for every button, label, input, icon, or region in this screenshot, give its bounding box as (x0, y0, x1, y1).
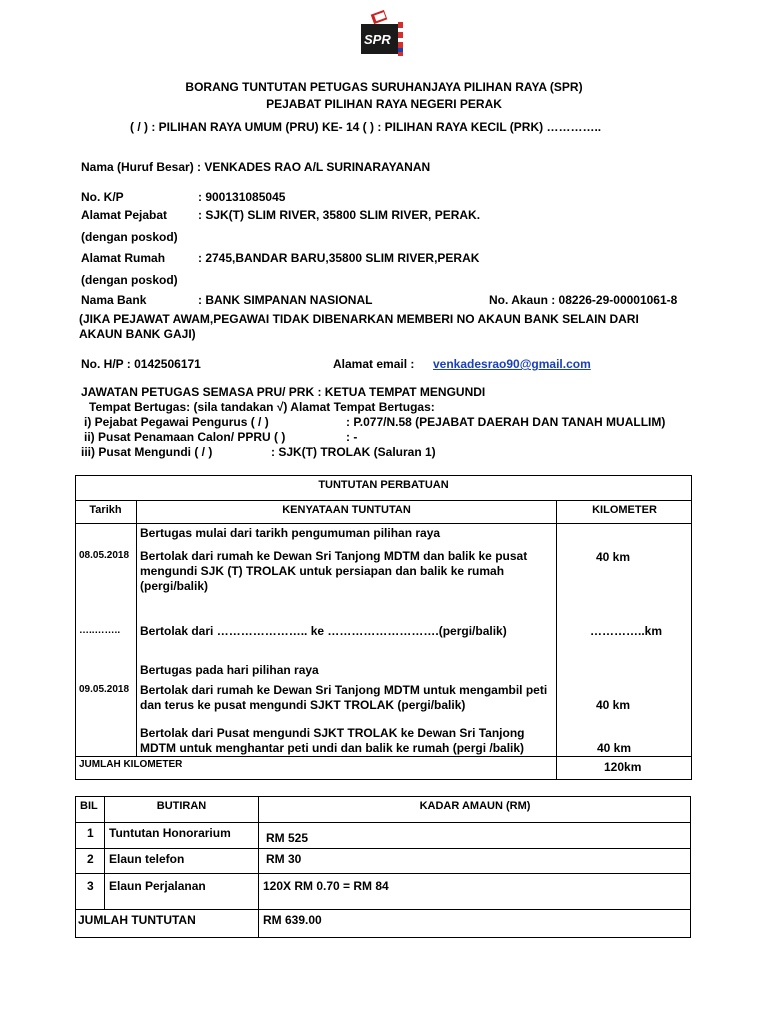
hp-value: No. H/P : 0142506171 (81, 357, 201, 371)
row3-desc2: Bertolak dari Pusat mengundi SJKT TROLAK ke Dewan Sri Tanjong MDTM untuk menghantar peti undi dan balik ke rumah (pergi /balik) (140, 726, 525, 755)
col-tarikh: Tarikh (89, 504, 122, 516)
option-iii-value: : SJK(T) TROLAK (Saluran 1) (271, 445, 436, 459)
akaun-value: No. Akaun : 08226-29-00001061-8 (489, 293, 678, 307)
jumlah-km-label: JUMLAH KILOMETER (79, 759, 183, 770)
row1-date: 08.05.2018 (79, 550, 130, 561)
jawatan-title: JAWATAN PETUGAS SEMASA PRU/ PRK : KETUA TEMPAT MENGUNDI (81, 385, 486, 399)
col-butiran: BUTIRAN (156, 800, 207, 812)
tempat-bertugas-label: Tempat Bertugas: (sila tandakan √) Alamat Tempat Bertugas: (89, 400, 435, 414)
form-title: BORANG TUNTUTAN PETUGAS SURUHANJAYA PILIHAN RAYA (SPR) (185, 80, 583, 94)
jumlah-tuntutan-label: JUMLAH TUNTUTAN (78, 913, 196, 927)
row3-km2: 40 km (597, 741, 632, 755)
row-bil: 1 (87, 826, 94, 840)
option-ii-label: ii) Pusat Penamaan Calon/ PPRU ( ) (84, 430, 286, 444)
bank-label: Nama Bank (81, 293, 147, 307)
row2-date: …..…….. (79, 625, 121, 636)
email-label: Alamat email : (333, 357, 415, 371)
jumlah-km-value: 120km (604, 760, 642, 774)
col-kilometer: KILOMETER (592, 504, 657, 516)
row-amaun: 120X RM 0.70 = RM 84 (263, 879, 389, 893)
row3-desc1: Bertolak dari rumah ke Dewan Sri Tanjong MDTM untuk mengambil peti dan terus ke pusat mengundi SJKT TROLAK (pergi/balik) (140, 683, 548, 712)
option-i-label: i) Pejabat Pegawai Pengurus ( / ) (84, 415, 269, 429)
row-bil: 2 (87, 852, 94, 866)
row2-desc: Bertolak dari ………………….. ke ……………………….(pergi/balik) (140, 624, 507, 638)
row-butiran: Elaun Perjalanan (109, 879, 206, 893)
poskod-note-2: (dengan poskod) (81, 273, 178, 287)
row1-desc: Bertolak dari rumah ke Dewan Sri Tanjong MDTM dan balik ke pusat mengundi SJK (T) TROLAK untuk persiapan dan balik ke rumah (pergi/balik) (140, 549, 528, 593)
kp-label: No. K/P (81, 190, 124, 204)
office-title: PEJABAT PILIHAN RAYA NEGERI PERAK (266, 97, 502, 111)
row3-date: 09.05.2018 (79, 684, 130, 695)
row-amaun: RM 30 (266, 852, 302, 866)
nama-field: Nama (Huruf Besar) : VENKADES RAO A/L SURINARAYANAN (81, 160, 431, 174)
col-bil: BIL (80, 800, 98, 812)
row3-intro: Bertugas pada hari pilihan raya (140, 663, 319, 677)
row1-intro: Bertugas mulai dari tarikh pengumuman pilihan raya (140, 526, 441, 540)
election-type-line: ( / ) : PILIHAN RAYA UMUM (PRU) KE- 14 ( ) : PILIHAN RAYA KECIL (PRK) ………….. (130, 120, 602, 134)
row2-km: …………..km (590, 624, 663, 638)
jumlah-tuntutan-value: RM 639.00 (263, 913, 322, 927)
col-kenyataan: KENYATAAN TUNTUTAN (282, 504, 411, 516)
row-butiran: Elaun telefon (109, 852, 185, 866)
option-i-value: : P.077/N.58 (PEJABAT DAERAH DAN TANAH MUALLIM) (346, 415, 666, 429)
row-bil: 3 (87, 879, 94, 893)
bank-note-line2: AKAUN BANK GAJI) (79, 327, 196, 341)
col-kadar-amaun: KADAR AMAUN (RM) (419, 800, 531, 812)
row1-km: 40 km (596, 550, 631, 564)
mileage-table-title: TUNTUTAN PERBATUAN (318, 479, 449, 491)
bank-value: : BANK SIMPANAN NASIONAL (198, 293, 373, 307)
row-butiran: Tuntutan Honorarium (109, 826, 231, 840)
rumah-label: Alamat Rumah (81, 251, 166, 265)
logo-text: SPR (364, 32, 391, 47)
pejabat-label: Alamat Pejabat (81, 208, 168, 222)
spr-logo (358, 10, 404, 58)
poskod-note-1: (dengan poskod) (81, 230, 178, 244)
pejabat-value: : SJK(T) SLIM RIVER, 35800 SLIM RIVER, PERAK. (198, 208, 481, 222)
option-iii-label: iii) Pusat Mengundi ( / ) (81, 445, 213, 459)
option-ii-value: : - (346, 430, 358, 444)
row3-km1: 40 km (596, 698, 631, 712)
bank-note-line1: (JIKA PEJAWAT AWAM,PEGAWAI TIDAK DIBENARKAN MEMBERI NO AKAUN BANK SELAIN DARI (79, 312, 639, 326)
kp-value: : 900131085045 (198, 190, 286, 204)
row-amaun: RM 525 (266, 831, 309, 845)
email-link[interactable]: venkadesrao90@gmail.com (433, 357, 591, 371)
rumah-value: : 2745,BANDAR BARU,35800 SLIM RIVER,PERAK (198, 251, 480, 265)
